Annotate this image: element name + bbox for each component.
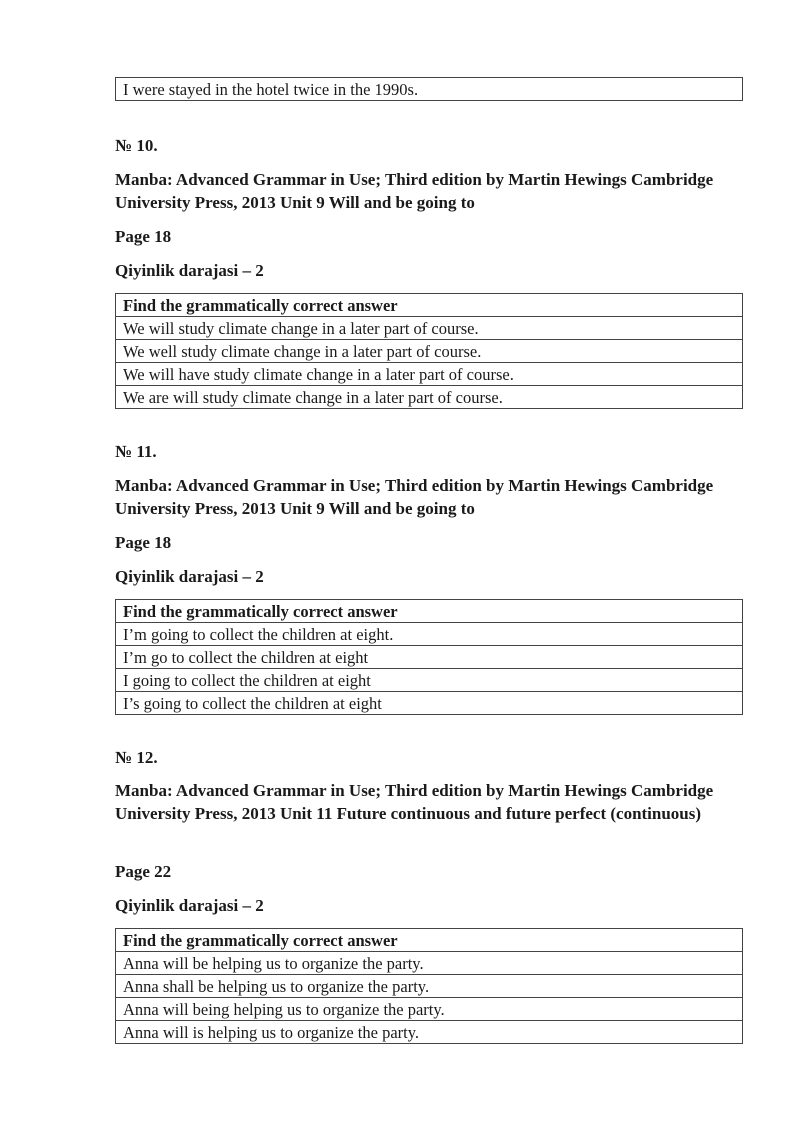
table-header: Find the grammatically correct answer [116, 929, 743, 952]
table-header: Find the grammatically correct answer [116, 600, 743, 623]
table-row [116, 1021, 743, 1044]
option-cell: I’m go to collect the children at eight [116, 646, 743, 669]
page-reference: Page 18 [115, 533, 172, 552]
option-cell: Anna will be helping us to organize the party. [116, 952, 743, 975]
question-number: № 10. [115, 136, 158, 155]
question-table [115, 599, 743, 715]
table-header-row [116, 294, 743, 317]
option-cell: I’m going to collect the children at eight. [116, 623, 743, 646]
previous-question-table [115, 77, 743, 101]
option-cell: I’s going to collect the children at eight [116, 692, 743, 715]
table-header: Find the grammatically correct answer [116, 294, 743, 317]
option-cell: I were stayed in the hotel twice in the 1990s. [116, 78, 743, 101]
table-row [116, 386, 743, 409]
page-reference: Page 22 [115, 862, 172, 881]
source-citation: Manba: Advanced Grammar in Use; Third edition by Martin Hewings Cambridge University Press, 2013 Unit 9 Will and be going to [115, 170, 714, 212]
option-cell: Anna will is helping us to organize the party. [116, 1021, 743, 1044]
difficulty-level: Qiyinlik darajasi – 2 [115, 261, 264, 280]
difficulty-level: Qiyinlik darajasi – 2 [115, 896, 264, 915]
difficulty-level: Qiyinlik darajasi – 2 [115, 567, 264, 586]
table-row [116, 78, 743, 101]
option-cell: I going to collect the children at eight [116, 669, 743, 692]
option-cell: We are will study climate change in a later part of course. [116, 386, 743, 409]
table-row [116, 692, 743, 715]
table-row [116, 317, 743, 340]
question-number: № 12. [115, 748, 158, 767]
source-citation: Manba: Advanced Grammar in Use; Third edition by Martin Hewings Cambridge University Press, 2013 Unit 9 Will and be going to [115, 476, 714, 518]
table-row [116, 975, 743, 998]
question-number: № 11. [115, 442, 157, 461]
table-row [116, 646, 743, 669]
option-cell: We well study climate change in a later part of course. [116, 340, 743, 363]
question-table [115, 293, 743, 409]
table-header-row [116, 929, 743, 952]
table-row [116, 623, 743, 646]
option-cell: Anna shall be helping us to organize the party. [116, 975, 743, 998]
table-row [116, 669, 743, 692]
table-row [116, 952, 743, 975]
table-row [116, 998, 743, 1021]
option-cell: Anna will being helping us to organize the party. [116, 998, 743, 1021]
table-row [116, 340, 743, 363]
table-row [116, 363, 743, 386]
source-citation: Manba: Advanced Grammar in Use; Third edition by Martin Hewings Cambridge University Press, 2013 Unit 11 Future continuous and future perfect (continuous) [115, 781, 714, 823]
page-reference: Page 18 [115, 227, 172, 246]
table-header-row [116, 600, 743, 623]
question-table [115, 928, 743, 1044]
option-cell: We will study climate change in a later part of course. [116, 317, 743, 340]
option-cell: We will have study climate change in a later part of course. [116, 363, 743, 386]
